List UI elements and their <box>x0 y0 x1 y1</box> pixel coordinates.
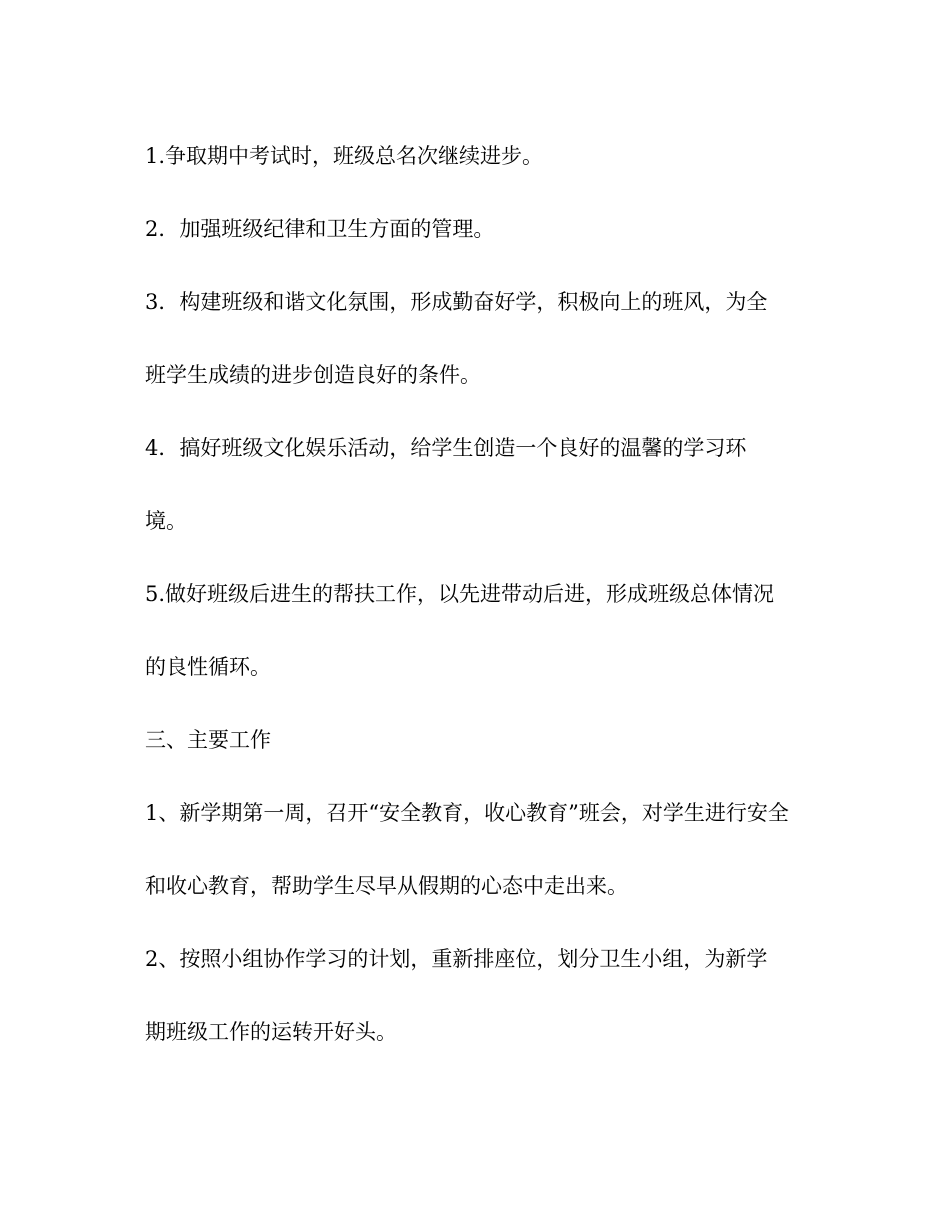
task-2-text-line-2: 期班级工作的运转开好头。 <box>145 1020 397 1044</box>
goal-2-text: 2．加强班级纪律和卫生方面的管理。 <box>145 217 495 241</box>
goal-5-text-line-2: 的良性循环。 <box>145 655 271 679</box>
goal-5-text-line-1: 5.做好班级后进生的帮扶工作，以先进带动后进，形成班级总体情况 <box>145 582 775 606</box>
goal-3-text-line-2: 班学生成绩的进步创造良好的条件。 <box>145 363 481 387</box>
task-2-text-line-1: 2、按照小组协作学习的计划，重新排座位，划分卫生小组，为新学 <box>145 947 768 971</box>
goal-3-text-line-1: 3．构建班级和谐文化氛围，形成勤奋好学，积极向上的班风，为全 <box>145 290 768 314</box>
task-1-text-line-1: 1、新学期第一周，召开“安全教育，收心教育”班会，对学生进行安全 <box>145 801 789 825</box>
task-1-text-line-2: 和收心教育，帮助学生尽早从假期的心态中走出来。 <box>145 874 628 898</box>
goal-4-text-line-2: 境。 <box>145 509 187 533</box>
goal-4-text-line-1: 4．搞好班级文化娱乐活动，给学生创造一个良好的温馨的学习环 <box>145 436 747 460</box>
goal-1-text: 1.争取期中考试时，班级总名次继续进步。 <box>145 144 544 168</box>
section-heading: 三、主要工作 <box>145 728 271 752</box>
